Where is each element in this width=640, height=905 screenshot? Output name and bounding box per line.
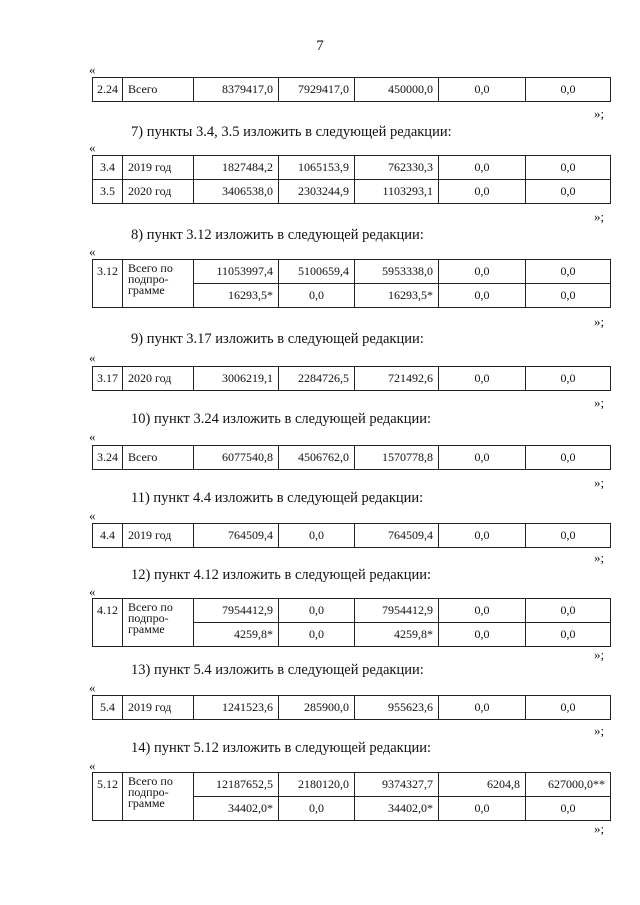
close-quote: »; — [594, 723, 605, 738]
row-label: 2019 год — [123, 696, 194, 720]
instruction-text: 8) пункт 3.12 изложить в следующей редакции: — [131, 227, 424, 243]
table-row — [93, 524, 611, 548]
cell-value: 0,0 — [526, 446, 611, 470]
row-label: Всего — [123, 446, 194, 470]
cell-value: 7954412,9 — [355, 599, 439, 623]
cell-value: 34402,0* — [194, 797, 279, 821]
cell-value: 12187652,5 — [194, 773, 279, 797]
table-row — [93, 446, 611, 470]
table-3-24 — [92, 445, 611, 470]
cell-value: 0,0 — [439, 180, 526, 204]
open-quote: « — [89, 62, 96, 77]
cell-value: 0,0 — [526, 284, 611, 308]
cell-value: 0,0 — [526, 797, 611, 821]
cell-value: 0,0 — [439, 696, 526, 720]
cell-value: 2180120,0 — [279, 773, 355, 797]
row-number: 3.12 — [93, 260, 123, 308]
table-5-12 — [92, 772, 611, 821]
cell-value: 1065153,9 — [279, 156, 355, 180]
close-quote: »; — [594, 647, 605, 662]
cell-value: 762330,3 — [355, 156, 439, 180]
cell-value: 0,0 — [439, 284, 526, 308]
row-number: 4.12 — [93, 599, 123, 647]
table-row — [93, 180, 611, 204]
cell-value: 0,0 — [526, 78, 611, 102]
table-row — [93, 696, 611, 720]
row-label: Всего по подпро-грамме — [123, 260, 194, 308]
cell-value: 0,0 — [526, 260, 611, 284]
cell-value: 1570778,8 — [355, 446, 439, 470]
cell-value: 0,0 — [279, 524, 355, 548]
cell-value: 6077540,8 — [194, 446, 279, 470]
instruction-text: 7) пункты 3.4, 3.5 изложить в следующей редакции: — [131, 124, 452, 140]
row-number: 5.12 — [93, 773, 123, 821]
row-label: 2020 год — [123, 180, 194, 204]
table-row — [93, 156, 611, 180]
table-row — [93, 78, 611, 102]
table-4-4 — [92, 523, 611, 548]
table-row — [93, 773, 611, 797]
close-quote: »; — [594, 475, 605, 490]
open-quote: « — [89, 680, 96, 695]
row-number: 3.4 — [93, 156, 123, 180]
table-row — [93, 599, 611, 623]
cell-value: 0,0 — [279, 797, 355, 821]
open-quote: « — [89, 244, 96, 259]
row-number: 5.4 — [93, 696, 123, 720]
instruction-text: 11) пункт 4.4 изложить в следующей редакции: — [131, 490, 424, 506]
cell-value: 0,0 — [439, 156, 526, 180]
page-number: 7 — [316, 38, 324, 54]
cell-value: 0,0 — [439, 599, 526, 623]
row-label: 2019 год — [123, 156, 194, 180]
open-quote: « — [89, 429, 96, 444]
open-quote: « — [89, 350, 96, 365]
cell-value: 8379417,0 — [194, 78, 279, 102]
cell-value: 0,0 — [439, 524, 526, 548]
table-4-12 — [92, 598, 611, 647]
cell-value: 0,0 — [439, 367, 526, 391]
cell-value: 721492,6 — [355, 367, 439, 391]
cell-value: 0,0 — [526, 156, 611, 180]
table-3-17 — [92, 366, 611, 391]
cell-value: 3406538,0 — [194, 180, 279, 204]
cell-value: 450000,0 — [355, 78, 439, 102]
cell-value: 0,0 — [526, 367, 611, 391]
row-number: 4.4 — [93, 524, 123, 548]
cell-value: 0,0 — [439, 797, 526, 821]
cell-value: 4259,8* — [355, 623, 439, 647]
cell-value: 5953338,0 — [355, 260, 439, 284]
row-label: Всего по подпро-грамме — [123, 599, 194, 647]
cell-value: 0,0 — [526, 599, 611, 623]
cell-value: 2303244,9 — [279, 180, 355, 204]
cell-value: 7929417,0 — [279, 78, 355, 102]
table-3-4-3-5 — [92, 155, 611, 204]
row-label: 2020 год — [123, 367, 194, 391]
cell-value: 764509,4 — [355, 524, 439, 548]
cell-value: 1103293,1 — [355, 180, 439, 204]
cell-value: 0,0 — [439, 623, 526, 647]
open-quote: « — [89, 758, 96, 773]
close-quote: »; — [594, 821, 605, 836]
cell-value: 34402,0* — [355, 797, 439, 821]
open-quote: « — [89, 584, 96, 599]
table-3-12 — [92, 259, 611, 308]
close-quote: »; — [594, 314, 605, 329]
cell-value: 1241523,6 — [194, 696, 279, 720]
cell-value: 2284726,5 — [279, 367, 355, 391]
cell-value: 11053997,4 — [194, 260, 279, 284]
instruction-text: 12) пункт 4.12 изложить в следующей редакции: — [131, 567, 431, 583]
cell-value: 285900,0 — [279, 696, 355, 720]
cell-value: 3006219,1 — [194, 367, 279, 391]
cell-value: 955623,6 — [355, 696, 439, 720]
cell-value: 1827484,2 — [194, 156, 279, 180]
close-quote: »; — [594, 395, 605, 410]
cell-value: 764509,4 — [194, 524, 279, 548]
table-row — [93, 260, 611, 284]
cell-value: 4506762,0 — [279, 446, 355, 470]
cell-value: 5100659,4 — [279, 260, 355, 284]
table-5-4 — [92, 695, 611, 720]
open-quote: « — [89, 140, 96, 155]
close-quote: »; — [594, 550, 605, 565]
cell-value: 0,0 — [279, 599, 355, 623]
cell-value: 7954412,9 — [194, 599, 279, 623]
row-number: 3.17 — [93, 367, 123, 391]
open-quote: « — [89, 508, 96, 523]
cell-value: 0,0 — [279, 284, 355, 308]
row-label: Всего — [123, 78, 194, 102]
cell-value: 6204,8 — [439, 773, 526, 797]
row-label: 2019 год — [123, 524, 194, 548]
close-quote: »; — [594, 106, 605, 121]
row-number: 3.24 — [93, 446, 123, 470]
cell-value: 0,0 — [439, 446, 526, 470]
cell-value: 0,0 — [279, 623, 355, 647]
instruction-text: 14) пункт 5.12 изложить в следующей редакции: — [131, 740, 431, 756]
row-label: Всего по подпро-грамме — [123, 773, 194, 821]
close-quote: »; — [594, 209, 605, 224]
row-number: 3.5 — [93, 180, 123, 204]
cell-value: 0,0 — [439, 260, 526, 284]
instruction-text: 9) пункт 3.17 изложить в следующей редакции: — [131, 331, 424, 347]
cell-value: 4259,8* — [194, 623, 279, 647]
table-2-24 — [92, 77, 611, 102]
cell-value: 16293,5* — [194, 284, 279, 308]
cell-value: 0,0 — [439, 78, 526, 102]
cell-value: 9374327,7 — [355, 773, 439, 797]
instruction-text: 13) пункт 5.4 изложить в следующей редакции: — [131, 662, 424, 678]
cell-value: 627000,0** — [526, 773, 611, 797]
table-row — [93, 367, 611, 391]
row-number: 2.24 — [93, 78, 123, 102]
instruction-text: 10) пункт 3.24 изложить в следующей редакции: — [131, 411, 431, 427]
cell-value: 0,0 — [526, 623, 611, 647]
cell-value: 0,0 — [526, 524, 611, 548]
cell-value: 0,0 — [526, 696, 611, 720]
cell-value: 16293,5* — [355, 284, 439, 308]
cell-value: 0,0 — [526, 180, 611, 204]
